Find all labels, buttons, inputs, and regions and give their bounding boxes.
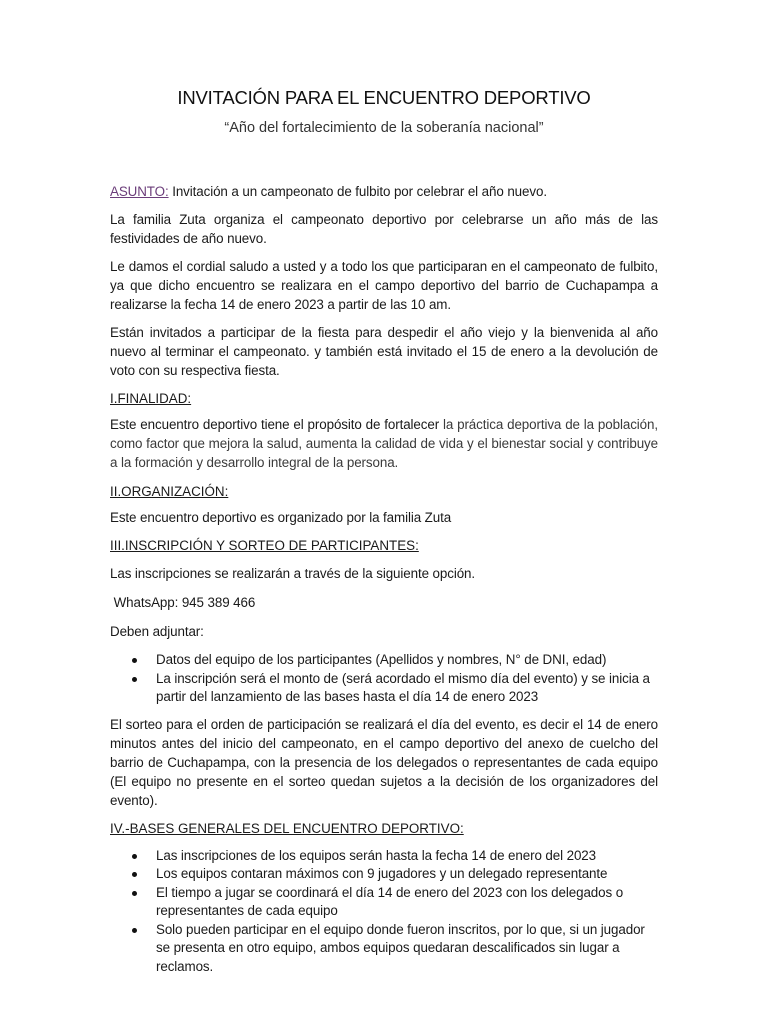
inscripcion-intro: Las inscripciones se realizarán a través de la siguiente opción. bbox=[110, 566, 476, 581]
section-heading-inscripcion: III.INSCRIPCIÓN Y SORTEO DE PARTICIPANTES: bbox=[110, 538, 419, 553]
bases-list bbox=[110, 847, 658, 977]
whatsapp-contact: WhatsApp: 945 389 466 bbox=[110, 595, 256, 610]
list-item-text: La inscripción será el monto de (será acordado el mismo día del evento) y se inicia a partir del lanzamiento de las bases hasta el día 14 de enero 2023 bbox=[156, 670, 650, 704]
section-heading-bases: IV.-BASES GENERALES DEL ENCUENTRO DEPORTIVO: bbox=[110, 820, 464, 836]
list-item bbox=[110, 670, 658, 707]
adjuntar-label: Deben adjuntar: bbox=[110, 624, 204, 639]
list-item bbox=[110, 884, 658, 921]
bullet-icon bbox=[132, 854, 137, 859]
inscripcion-list bbox=[110, 651, 658, 707]
finalidad-text-b: la práctica deportiva de la población, como factor que mejora la salud, aumenta la calidad de vida y el bienestar social y contribuye a la formación y desarrollo integral de la persona. bbox=[110, 417, 658, 470]
list-item-text: Los equipos contaran máximos con 9 jugadores y un delegado representante bbox=[156, 866, 608, 881]
bullet-icon bbox=[132, 928, 137, 933]
asunto-line bbox=[110, 182, 658, 201]
document-page bbox=[110, 86, 658, 976]
paragraph-intro: La familia Zuta organiza el campeonato deportivo por celebrarse un año más de las festividades de año nuevo. bbox=[110, 212, 658, 246]
bullet-icon bbox=[132, 677, 137, 682]
bullet-icon bbox=[132, 872, 137, 877]
asunto-label: ASUNTO: bbox=[110, 184, 169, 199]
list-item bbox=[110, 847, 658, 866]
section-heading-finalidad: I.FINALIDAD: bbox=[110, 391, 192, 406]
list-item-text: El tiempo a jugar se coordinará el día 14 de enero del 2023 con los delegados o representantes de cada equipo bbox=[156, 884, 624, 918]
finalidad-text bbox=[110, 415, 658, 472]
document-title: INVITACIÓN PARA EL ENCUENTRO DEPORTIVO bbox=[177, 87, 591, 108]
list-item-text: Las inscripciones de los equipos serán hasta la fecha 14 de enero del 2023 bbox=[156, 847, 597, 863]
list-item-text: Datos del equipo de los participantes (Apellidos y nombres, N° de DNI, edad) bbox=[156, 652, 607, 667]
section-heading-organizacion: II.ORGANIZACIÓN: bbox=[110, 484, 229, 499]
list-item-text: Solo pueden participar en el equipo donde fueron inscritos, por lo que, si un jugador se presenta en otro equipo, ambos equipos quedaran descalificados sin lugar a reclamos. bbox=[156, 921, 645, 974]
finalidad-text-a: Este encuentro deportivo tiene el propósito de fortalecer bbox=[110, 417, 443, 432]
list-item bbox=[110, 651, 658, 670]
list-item bbox=[110, 865, 658, 884]
bullet-icon bbox=[132, 658, 137, 663]
organizacion-text: Este encuentro deportivo es organizado por la familia Zuta bbox=[110, 510, 452, 525]
paragraph-greeting: Le damos el cordial saludo a usted y a todo los que participaran en el campeonato de fulbito, ya que dicho encuentro se realizara en el campo deportivo del barrio de Cuchapampa a realizarse la fecha 14 de enero 2023 a partir de las 10 am. bbox=[110, 259, 658, 312]
list-item bbox=[110, 921, 658, 977]
document-subtitle: “Año del fortalecimiento de la soberanía nacional” bbox=[224, 120, 544, 136]
bullet-icon bbox=[132, 891, 137, 896]
asunto-text: Invitación a un campeonato de fulbito por celebrar el año nuevo. bbox=[168, 184, 547, 199]
paragraph-invitation: Están invitados a participar de la fiesta para despedir el año viejo y la bienvenida al año nuevo al terminar el campeonato. y también está invitado el 15 de enero a la devolución de voto con su respectiva fiesta. bbox=[110, 325, 658, 378]
sorteo-paragraph: El sorteo para el orden de participación se realizará el día del evento, es decir el 14 de enero minutos antes del inicio del campeonato, en el campo deportivo del anexo de cuelcho del barrio de Cuchapampa, con la presencia de los delegados o representantes de cada equipo (El equipo no presente en el sorteo quedan sujetos a la decisión de los organizadores del evento). bbox=[110, 716, 658, 808]
